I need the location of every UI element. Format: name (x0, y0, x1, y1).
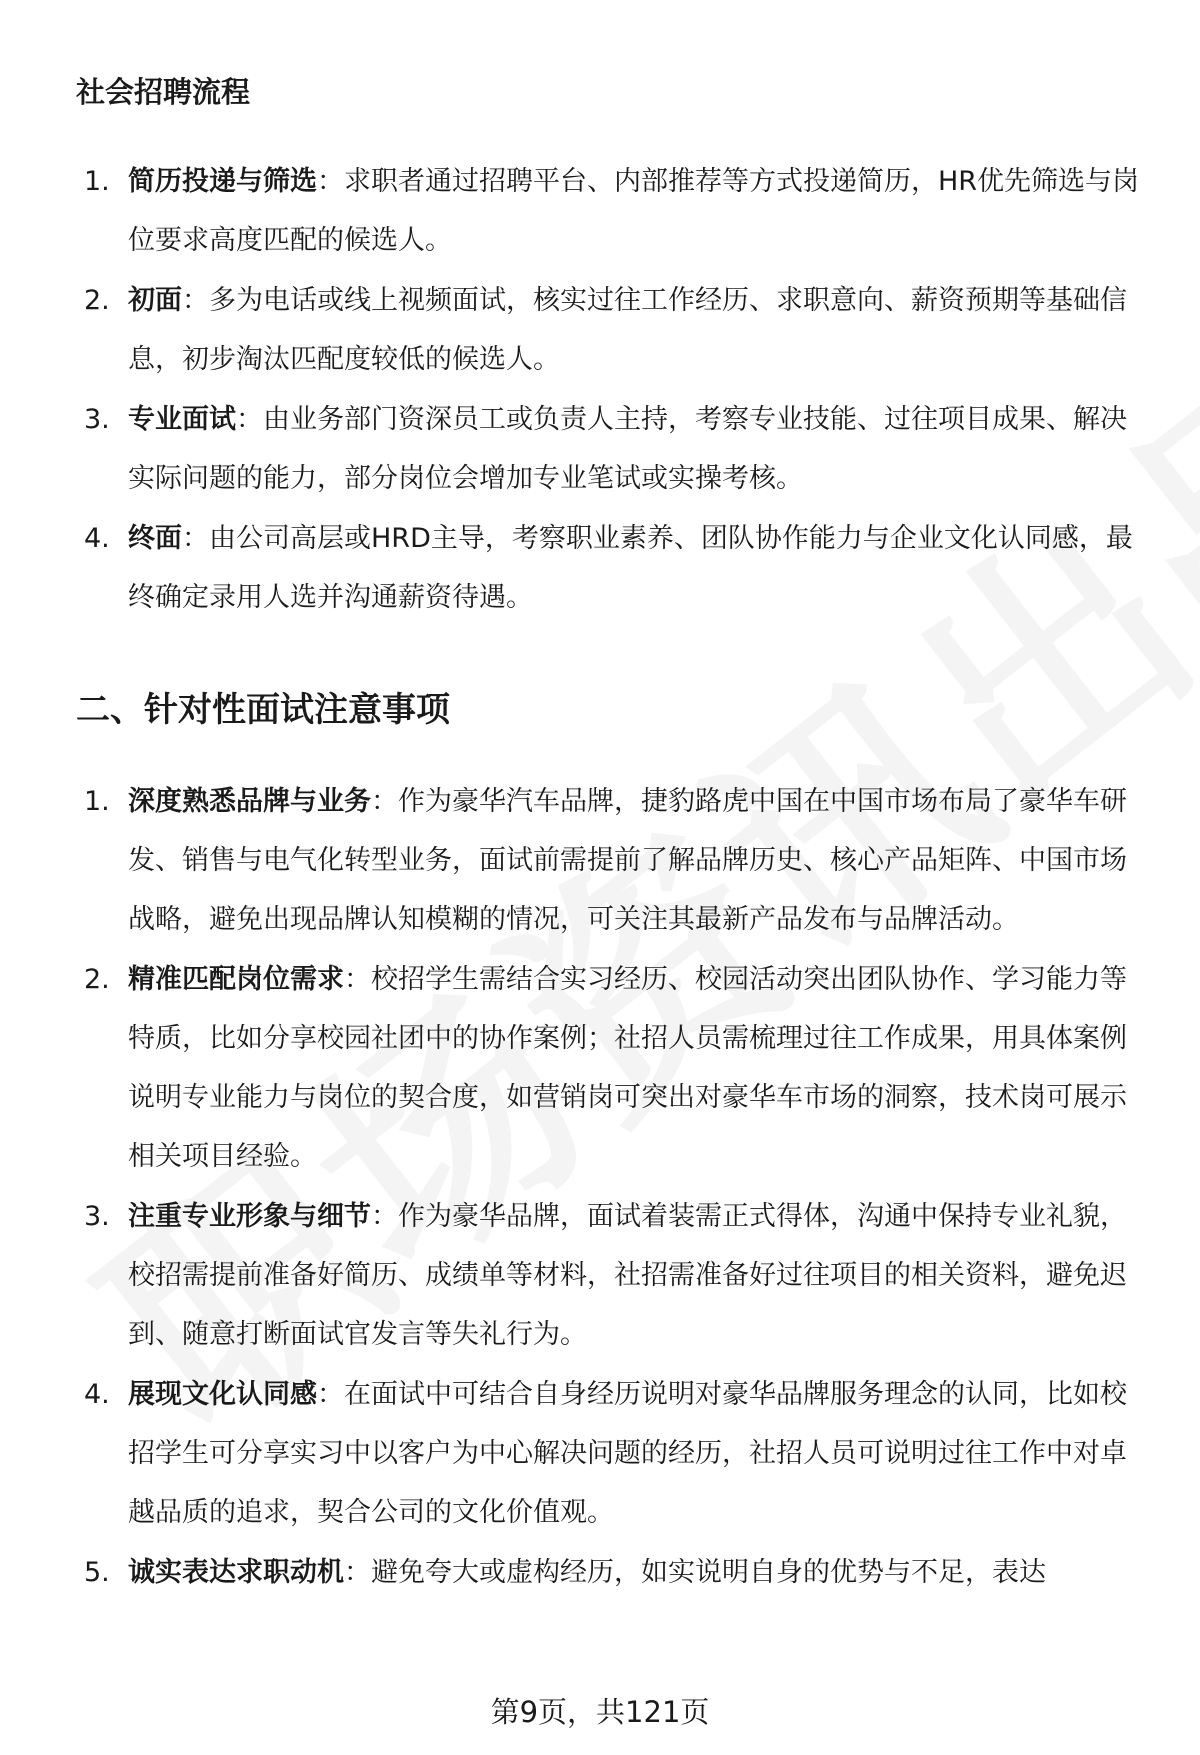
list-item (0, 509, 1200, 627)
social-recruitment-heading: 社会招聘流程 (76, 75, 251, 109)
list-item-separator: ： (344, 1557, 371, 1588)
list-item-separator: ： (371, 1201, 398, 1232)
list-item-text: 多为电话或线上视频面试，核实过往工作经历、求职意向、薪资预期等基础信息，初步淘汰匹配度较低的候选人。 (128, 285, 1127, 375)
list-item-text: 作为豪华汽车品牌，捷豹路虎中国在中国市场布局了豪华车研发、销售与电气化转型业务，面试前需提前了解品牌历史、核心产品矩阵、中国市场战略，避免出现品牌认知模糊的情况，可关注其最新产品发布与品牌活动。 (128, 786, 1127, 935)
list-item (0, 950, 1200, 1186)
list-item-number: 2. (84, 285, 110, 316)
list-item-term: 深度熟悉品牌与业务 (128, 786, 371, 817)
list-item (0, 772, 1200, 949)
list-item (0, 1543, 1200, 1602)
list-item (0, 1365, 1200, 1542)
list-item-term: 展现文化认同感 (128, 1379, 317, 1410)
list-item-number: 3. (84, 1201, 110, 1232)
list-item-number: 4. (84, 523, 110, 554)
list-item-text: 由公司高层或HRD主导，考察职业素养、团队协作能力与企业文化认同感，最终确定录用人选并沟通薪资待遇。 (128, 523, 1133, 613)
list-item-separator: ： (317, 166, 344, 197)
list-item-term: 注重专业形象与细节 (128, 1201, 371, 1232)
list-item-text: 作为豪华品牌，面试着装需正式得体，沟通中保持专业礼貌，校招需提前准备好简历、成绩单等材料，社招需准备好过往项目的相关资料，避免迟到、随意打断面试官发言等失礼行为。 (128, 1201, 1127, 1350)
list-item-separator: ： (371, 786, 398, 817)
list-item-text: 校招学生需结合实习经历、校园活动突出团队协作、学习能力等特质，比如分享校园社团中的协作案例；社招人员需梳理过往工作成果，用具体案例说明专业能力与岗位的契合度，如营销岗可突出对豪华车市场的洞察，技术岗可展示相关项目经验。 (128, 964, 1127, 1172)
list-item-number: 4. (84, 1379, 110, 1410)
list-item-number: 3. (84, 404, 110, 435)
list-item-separator: ： (344, 964, 371, 995)
list-item-separator: ： (317, 1379, 344, 1410)
list-item (0, 271, 1200, 389)
section-heading: 二、针对性面试注意事项 (76, 690, 450, 730)
interview-tips-list (0, 772, 1200, 1603)
list-item-text: 由业务部门资深员工或负责人主持，考察专业技能、过往项目成果、解决实际问题的能力，部分岗位会增加专业笔试或实操考核。 (128, 404, 1127, 494)
list-item-text: 在面试中可结合自身经历说明对豪华品牌服务理念的认同，比如校招学生可分享实习中以客户为中心解决问题的经历，社招人员可说明过往工作中对卓越品质的追求，契合公司的文化价值观。 (128, 1379, 1127, 1528)
list-item-number: 1. (84, 786, 110, 817)
list-item (0, 1187, 1200, 1364)
page-number: 第9页，共121页 (490, 1695, 710, 1729)
list-item-number: 2. (84, 964, 110, 995)
social-recruitment-list (0, 152, 1200, 628)
list-item-term: 终面 (128, 523, 182, 554)
list-item-term: 专业面试 (128, 404, 236, 435)
list-item-number: 1. (84, 166, 110, 197)
list-item-term: 初面 (128, 285, 182, 316)
list-item-text: 求职者通过招聘平台、内部推荐等方式投递简历，HR优先筛选与岗位要求高度匹配的候选人。 (128, 166, 1140, 256)
list-item-text: 避免夸大或虚构经历，如实说明自身的优势与不足，表达 (371, 1557, 1046, 1588)
list-item (0, 152, 1200, 270)
list-item-separator: ： (182, 285, 209, 316)
list-item-separator: ： (236, 404, 263, 435)
list-item (0, 390, 1200, 508)
list-item-term: 精准匹配岗位需求 (128, 964, 344, 995)
list-item-term: 诚实表达求职动机 (128, 1557, 344, 1588)
list-item-term: 简历投递与筛选 (128, 166, 317, 197)
list-item-number: 5. (84, 1557, 110, 1588)
list-item-separator: ： (182, 523, 209, 554)
